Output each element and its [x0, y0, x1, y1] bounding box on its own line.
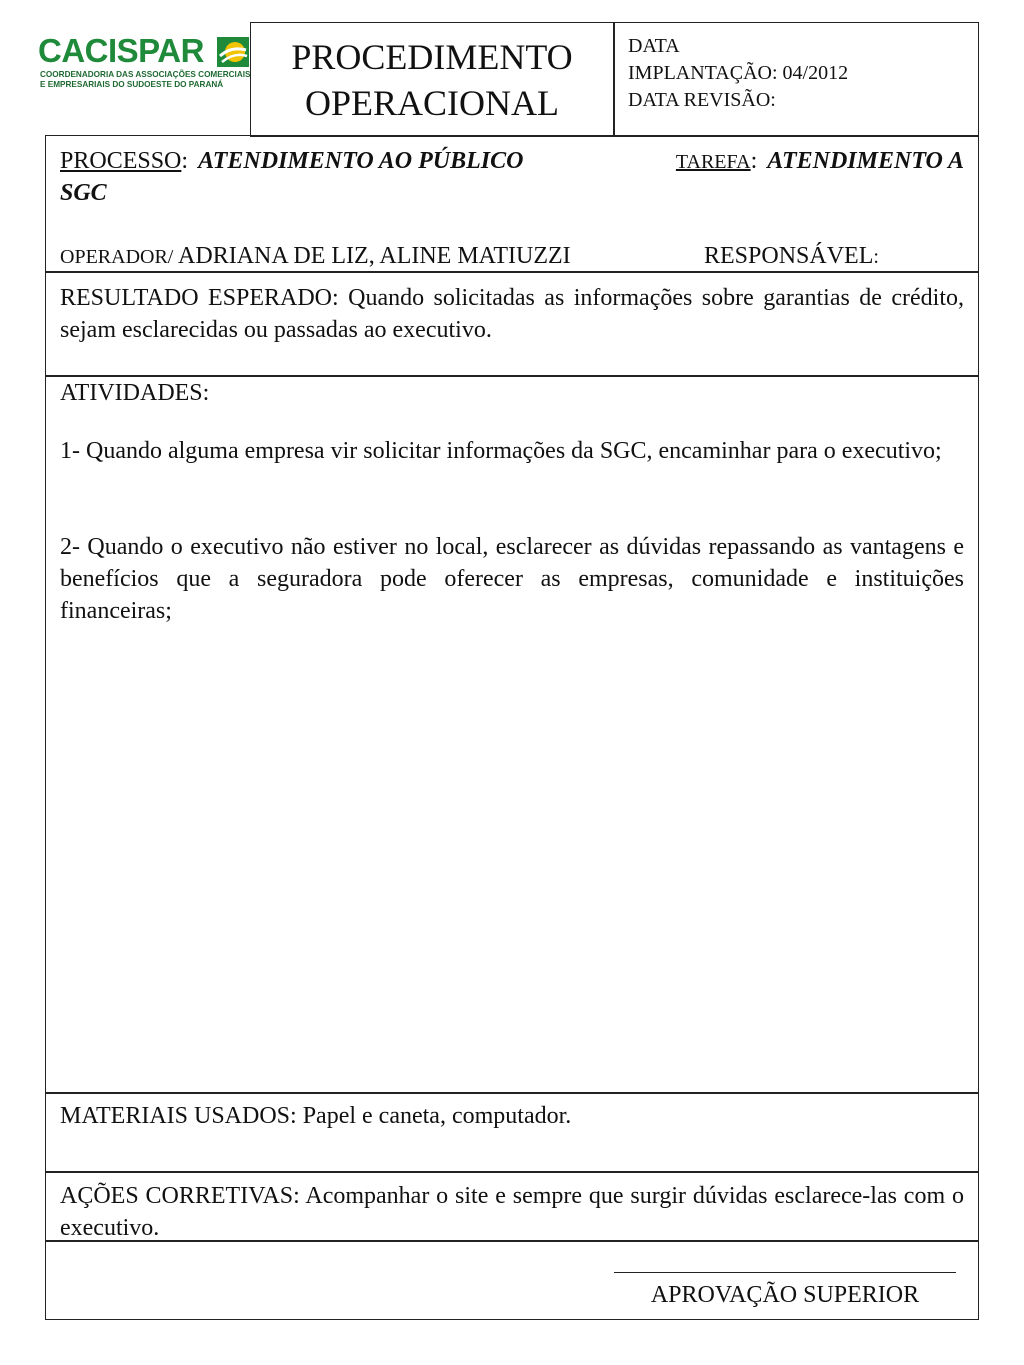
logo-subtitle-line2: E EMPRESARIAIS DO SUDOESTE DO PARANÁ [40, 80, 224, 89]
expected-result-value: Quando solicitadas as informações sobre garantias de crédito, sejam esclarecidas ou passadas ao executivo. [60, 285, 965, 343]
responsible-label: RESPONSÁVEL [704, 243, 874, 269]
expected-result-text [60, 282, 964, 346]
activity-item-1: 1- Quando alguma empresa vir solicitar informações da SGC, encaminhar para o executivo; [60, 438, 942, 464]
corrective-actions-label: AÇÕES CORRETIVAS: [60, 1183, 300, 1209]
task-field [638, 145, 964, 178]
logo-mark-icon [216, 36, 250, 68]
date-info [628, 33, 848, 114]
task-value-continued: SGC [60, 180, 107, 206]
activities-label: ATIVIDADES: [60, 380, 210, 406]
title-line1: PROCEDIMENTO [291, 37, 573, 77]
task-value: ATENDIMENTO A [767, 148, 964, 174]
title-line2: OPERACIONAL [304, 83, 559, 123]
responsible-field [704, 240, 879, 273]
cacispar-logo [38, 34, 250, 94]
logo-subtitle [40, 70, 252, 90]
operator-value: ADRIANA DE LIZ, ALINE MATIUZZI [178, 243, 571, 269]
document-title [252, 34, 612, 126]
expected-result-label: RESULTADO ESPERADO: [60, 285, 339, 311]
operator-field [60, 240, 571, 273]
process-field [60, 145, 523, 177]
task-colon: : [750, 148, 758, 174]
signature-line [614, 1272, 956, 1273]
logo-subtitle-line1: COORDENADORIA DAS ASSOCIAÇÕES COMERCIAIS [40, 70, 251, 79]
approval-label: APROVAÇÃO SUPERIOR [650, 1282, 920, 1308]
date-label: DATA [628, 35, 680, 57]
activity-item-2: 2- Quando o executivo não estiver no local, esclarecer as dúvidas repassando as vantagens e benefícios que a seguradora pode oferecer as empresas, comunidade e instituições financeiras; [60, 534, 964, 624]
logo-name: CACISPAR [38, 32, 204, 69]
corrective-actions-text [60, 1180, 964, 1244]
materials-value: Papel e caneta, computador. [302, 1103, 572, 1129]
process-value: ATENDIMENTO AO PÚBLICO [198, 148, 524, 174]
operator-label: OPERADOR/ [60, 246, 174, 268]
revision-date: DATA REVISÃO: [628, 89, 776, 111]
materials-label: MATERIAIS USADOS: [60, 1103, 297, 1129]
materials-text [60, 1100, 571, 1132]
activities-section [45, 375, 979, 1094]
task-label: TAREFA [675, 151, 751, 173]
process-label: PROCESSO [60, 148, 182, 174]
responsible-colon: : [873, 246, 879, 268]
corrective-actions-value: Acompanhar o site e sempre que surgir dúvidas esclarece-las com o executivo. [60, 1183, 964, 1241]
process-colon: : [181, 148, 189, 174]
implantation-date: IMPLANTAÇÃO: 04/2012 [628, 62, 849, 84]
